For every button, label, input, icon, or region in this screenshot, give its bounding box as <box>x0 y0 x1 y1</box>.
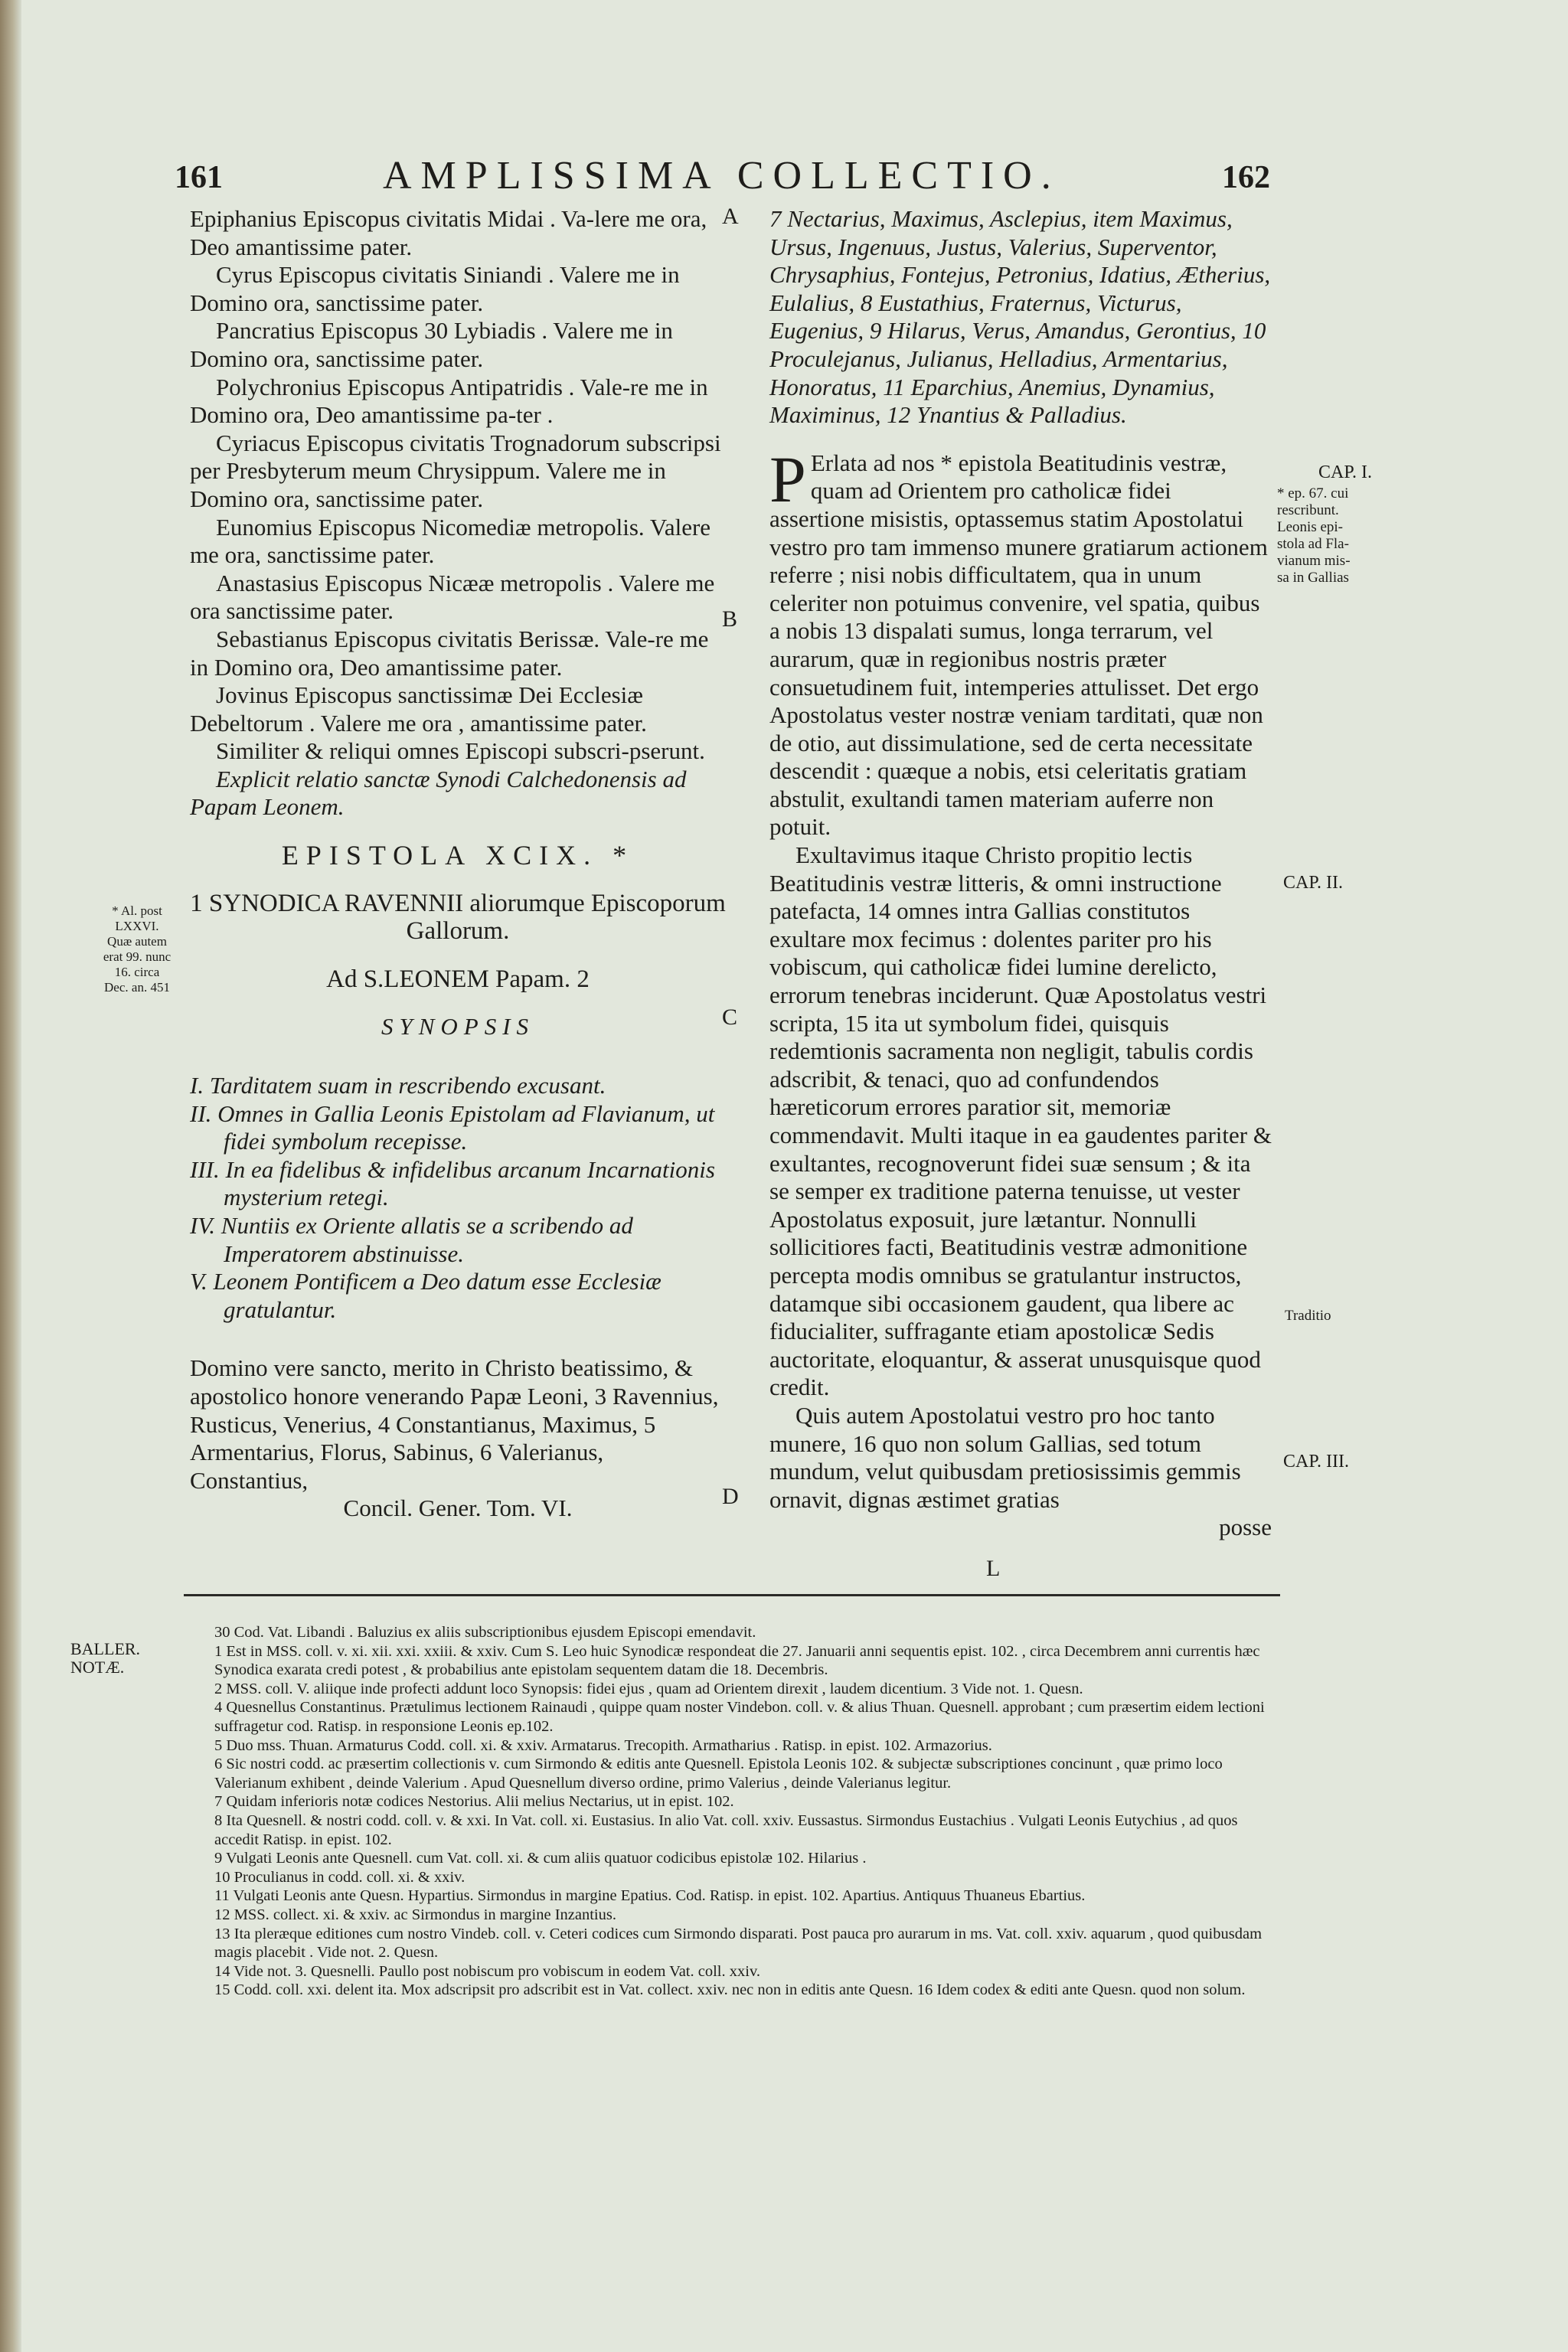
footnote-rule <box>184 1594 1280 1596</box>
epistola-title: EPISTOLA XCIX. * <box>281 840 635 871</box>
right-column <box>769 205 1272 1542</box>
footnote: 8 Ita Quesnell. & nostri codd. coll. v. & xxi. In Vat. coll. xi. Eustasius. In alio Vat. coll. xxiv. Eussastus. Sirmondus Eustachius . Vulgati Leonis Eutychius , ad quos accedit Ratisp. in epist. 102. <box>214 1811 1238 1848</box>
chapter-marker-3: CAP. III. <box>1283 1452 1350 1472</box>
footnote: 2 MSS. coll. V. aliique inde profecti addunt loco Synopsis: fidei ejus , quam ad Orientem direxit , laudem dicentium. 3 Vide not. 1. Quesn. <box>214 1680 1083 1697</box>
subscription: Jovinus Episcopus sanctissimæ Dei Ecclesiæ Debeltorum . Valere me ora , amantissime pater. <box>190 681 647 737</box>
synopsis-item: IV. Nuntiis ex Oriente allatis se a scribendo ad Imperatorem abstinuisse. <box>190 1212 633 1267</box>
synopsis-item: V. Leonem Pontificem a Deo datum esse Ecclesiæ gratulantur. <box>190 1268 662 1323</box>
synopsis-heading: SYNOPSIS <box>381 1013 535 1040</box>
subscription: Cyriacus Episcopus civitatis Trognadorum subscripsi per Presbyterum meum Chrysippum. Valere me in Domino ora, sanctissime pater. <box>190 429 721 512</box>
drop-cap: P <box>769 442 806 516</box>
notes-label: BALLER. NOTÆ. <box>70 1639 141 1677</box>
paragraph-1 <box>769 442 1272 841</box>
subscription: Anastasius Episcopus Nicææ metropolis . Valere me ora sanctissime pater. <box>190 569 715 625</box>
footnote: 6 Sic nostri codd. ac præsertim collectionis v. cum Sirmondo & editis ante Quesnell. Epistola Leonis 102. & subjectæ subscriptiones concinunt , quæ primo loco Valerianum exhibent , deinde Valerium . Apud Quesnellum diverso ordine, primo Valerius , deinde Valerianus legitur. <box>214 1756 1223 1792</box>
footnotes <box>214 1623 1280 2000</box>
subscription: Similiter & reliqui omnes Episcopi subscri-pserunt. <box>216 737 705 765</box>
footnote: 10 Proculianus in codd. coll. xi. & xxiv. <box>214 1868 466 1886</box>
catchword: posse <box>1219 1514 1272 1541</box>
right-margin-note: * ep. 67. cui rescribunt. Leonis epi- stola ad Fla- vianum mis- sa in Gallias <box>1277 485 1351 586</box>
book-spine <box>0 0 21 2352</box>
page-number-right: 162 <box>1222 160 1270 195</box>
paragraph-1-text: Erlata ad nos * epistola Beatitudinis vestræ, quam ad Orientem pro catholicæ fidei assertione misistis, optassemus statim Apostolatui vestro pro tam immenso munere gratiarum actionem referre ; nisi nobis difficultatem, qua in unum celeriter non potuimus convenire, vel spatia, quibus a nobis 13 dispalati sumus, longa terrarum, vel aurarum, quæ in regionibus nostris præter consuetudinem fuit, intemperies attulisset. Det ergo Apostolatus vester nostræ veniam tarditati, quæ non de otio, aut dissimulatione, sed de certa necessitate descendit : quæque a nobis, etsi celeritatis gratiam abstulit, exultandi tamen materiam auferre non potuit. <box>769 449 1268 841</box>
synopsis-item: I. Tarditatem suam in rescribendo excusant. <box>190 1072 606 1099</box>
subscription: Cyrus Episcopus civitatis Siniandi . Valere me in Domino ora, sanctissime pater. <box>190 261 680 316</box>
signature-mark: L <box>986 1556 1001 1581</box>
names-list: 7 Nectarius, Maximus, Asclepius, item Maximus, Ursus, Ingenuus, Justus, Valerius, Superventor, Chrysaphius, Fontejus, Petronius, Idatius, Ætherius, Eulalius, 8 Eustathius, Fraternus, Victurus, Eugenius, 9 Hilarus, Verus, Amandus, Gerontius, 10 Proculejanus, Julianus, Helladius, Armentarius, Honoratus, 11 Eparchius, Anemius, Dynamius, Maximinus, 12 Ynantius & Palladius. <box>769 205 1271 429</box>
page-header <box>0 153 1568 202</box>
left-margin-note: * Al. post LXXVI. Quæ autem erat 99. nunc 16. circa Dec. an. 451 <box>103 903 172 995</box>
footnote: 11 Vulgati Leonis ante Quesn. Hypartius. Sirmondus in margine Epatius. Cod. Ratisp. in epist. 102. Apartius. Antiquus Thuaneus Ebartius. <box>214 1887 1086 1905</box>
footnote: 13 Ita pleræque editiones cum nostro Vindeb. coll. v. Ceteri codices cum Sirmondo disparati. Post pauca pro aurarum in ms. Vat. coll. xxiv. aquarum , quod quibusdam magis placebit . Vide not. 2. Quesn. <box>214 1925 1263 1962</box>
salutation: Domino vere sancto, merito in Christo beatissimo, & apostolico honore venerando Papæ Leoni, 3 Ravennius, Rusticus, Venerius, 4 Constantianus, Maximus, 5 Armentarius, Florus, Sabinus, 6 Valerianus, Constantius, <box>190 1354 719 1494</box>
subscription: Pancratius Episcopus 30 Lybiadis . Valere me in Domino ora, sanctissime pater. <box>190 317 673 372</box>
footnote: 12 MSS. collect. xi. & xxiv. ac Sirmondus in margine Inzantius. <box>214 1906 616 1923</box>
paragraph-3: Quis autem Apostolatui vestro pro hoc tanto munere, 16 quo non solum Gallias, sed totum mundum, velut quibusdam pretiosissimis gemmis ornavit, dignas æstimet gratias <box>769 1401 1241 1513</box>
footnote: 30 Cod. Vat. Libandi . Baluzius ex aliis subscriptionibus ejusdem Episcopi emendavit. <box>214 1624 756 1641</box>
explicit-line: Explicit relatio sanctæ Synodi Calchedonensis ad Papam Leonem. <box>190 765 687 821</box>
footnote: 14 Vide not. 3. Quesnelli. Paullo post nobiscum pro vobiscum in eodem Vat. coll. xxiv. <box>214 1962 760 1980</box>
subscription: Sebastianus Episcopus civitatis Berissæ. Vale-re me in Domino ora, Deo amantissime pater. <box>190 625 709 681</box>
traditio-note: Traditio <box>1285 1308 1331 1324</box>
subscription: Eunomius Episcopus Nicomediæ metropolis. Valere me ora, sanctissime pater. <box>190 513 711 569</box>
column-marker-b: B <box>722 606 738 632</box>
synodica-title: 1 SYNODICA RAVENNII aliorumque Episcoporum Gallorum. <box>190 889 726 946</box>
page-number-left: 161 <box>175 160 223 195</box>
addressee: Ad S.LEONEM Papam. 2 <box>326 965 590 993</box>
footnote: 7 Quidam inferioris notæ codices Nestorius. Alii melius Nectarius, ut in epist. 102. <box>214 1793 734 1811</box>
left-column <box>190 205 726 1523</box>
chapter-marker-2: CAP. II. <box>1283 873 1344 893</box>
chapter-marker-1: CAP. I. <box>1318 462 1373 482</box>
subscription: Polychronius Episcopus Antipatridis . Vale-re me in Domino ora, Deo amantissime pa-ter . <box>190 373 708 429</box>
column-marker-a: A <box>722 204 739 229</box>
column-marker-c: C <box>722 1004 738 1030</box>
synopsis-item: III. In ea fidelibus & infidelibus arcanum Incarnationis mysterium retegi. <box>190 1155 715 1211</box>
footnote: 15 Codd. coll. xxi. delent ita. Mox adscripsit pro adscribit est in Vat. collect. xxiv. nec non in editis ante Quesn. 16 Idem codex & editi ante Quesn. quod non solum. <box>214 1981 1246 1999</box>
footnote: 5 Duo mss. Thuan. Armaturus Codd. coll. xi. & xxiv. Armatarus. Trecopith. Armatharius . Ratisp. in epist. 102. Armazorius. <box>214 1736 992 1754</box>
running-title: AMPLISSIMA COLLECTIO. <box>383 154 1060 198</box>
subscription: Epiphanius Episcopus civitatis Midai . Va-lere me ora, Deo amantissime pater. <box>190 205 707 260</box>
footnote: 1 Est in MSS. coll. v. xi. xii. xxi. xxiii. & xxiv. Cum S. Leo huic Synodicæ respondeat die 27. Januarii anni sequentis epist. 102. , circa Decembrem anni currentis hæc Synodica exarata credi potest , & probabilius ante epistolam sequentem datam die 18. Decembris. <box>214 1642 1260 1679</box>
volume-reference: Concil. Gener. Tom. VI. <box>343 1494 573 1522</box>
footnote: 9 Vulgati Leonis ante Quesnell. cum Vat. coll. xi. & cum aliis quatuor codicibus epistolæ 102. Hilarius . <box>214 1850 867 1867</box>
footnote: 4 Quesnellus Constantinus. Prætulimus lectionem Rainaudi , quippe quam noster Vindebon. coll. v. & alius Thuan. Quesnell. approbant ; cum præsertim eidem lectioni suffragetur cod. Ratisp. in responsione Leonis ep.102. <box>214 1699 1265 1735</box>
column-marker-d: D <box>722 1484 739 1509</box>
synopsis-item: II. Omnes in Gallia Leonis Epistolam ad Flavianum, ut fidei symbolum recepisse. <box>190 1099 715 1155</box>
paragraph-2: Exultavimus itaque Christo propitio lectis Beatitudinis vestræ litteris, & omni instructione patefacta, 14 omnes intra Gallias constitutos exultare mox fecimus : dolentes pariter pro his vobiscum, qui catholicæ fidei lumine derelicto, errorum tenebras inciderunt. Quæ Apostolatus vestri scripta, 15 ita ut symbolum fidei, quisquis redemtionis sacramenta non negligit, tabulis cordis adscribit, & tenaci, quo ad confundendos hæreticorum errores paratior sit, memoriæ commendavit. Multi itaque in ea gaudentes pariter & exultantes, recognoverunt fidei suæ sensum ; & ita se semper ex traditione paterna tenuisse, ut vester Apostolatus exposuit, jure lætantur. Nonnulli sollicitiores facti, Beatitudinis vestræ admonitione percepta modis omnibus se gratulantur instructos, datamque sibi occasionem gaudent, qua libere ac fiducialiter, suffragante etiam apostolicæ Sedis auctoritate, eloquantur, & asserat unusquisque quod credit. <box>769 841 1272 1401</box>
